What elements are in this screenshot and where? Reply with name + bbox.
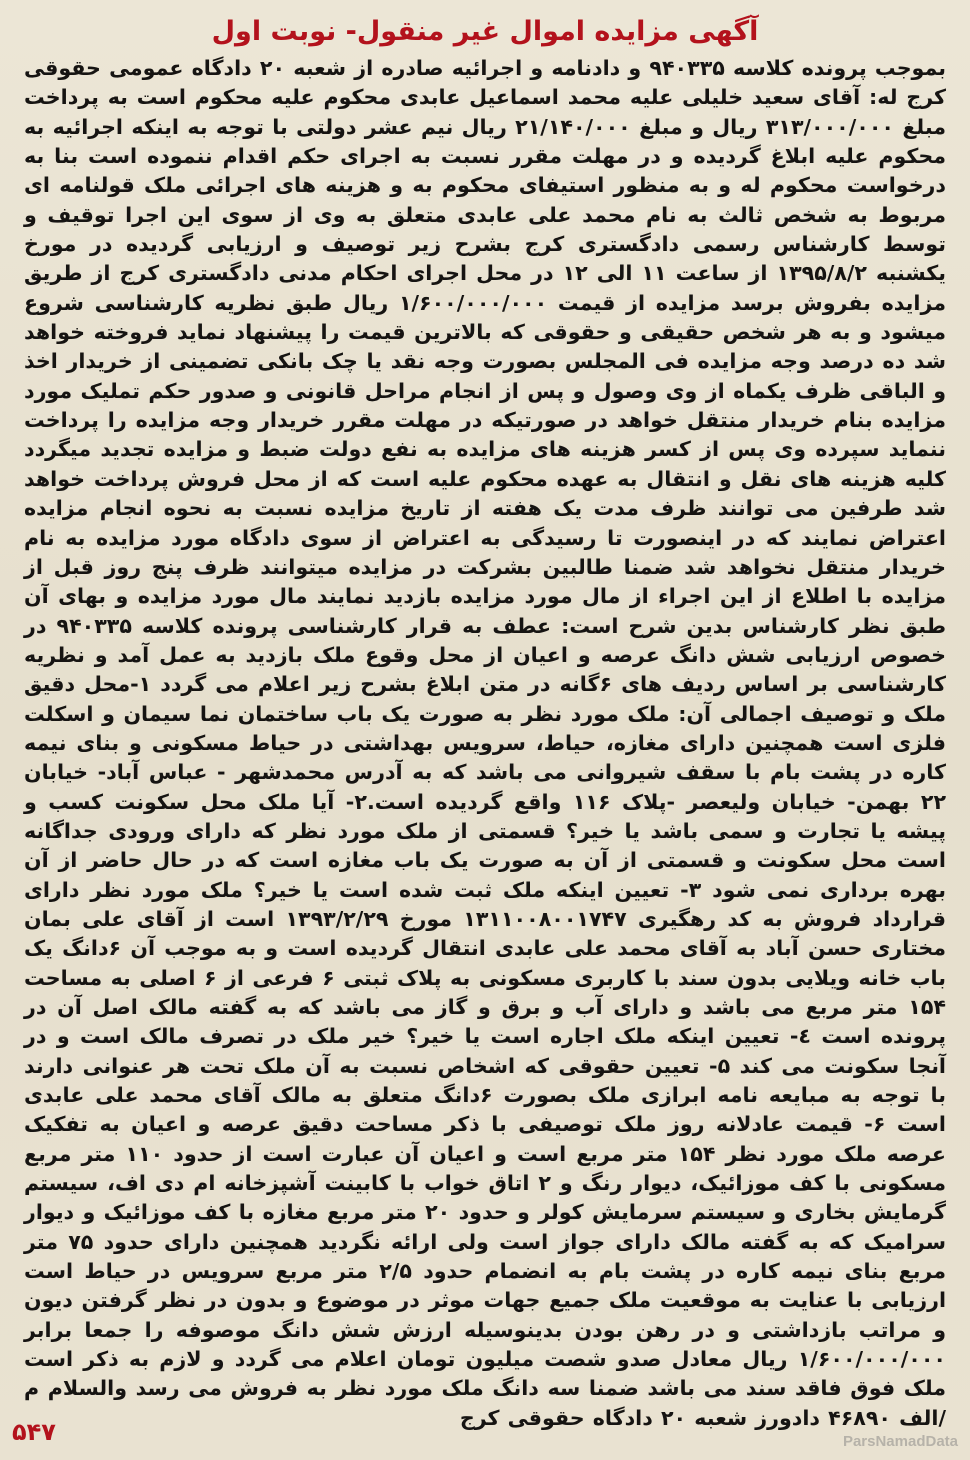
notice-body: بموجب پرونده کلاسه ۹۴۰۳۳۵ و دادنامه و اجرائیه صادره از شعبه ۲۰ دادگاه عمومی حقوقی کرج له: آقای سعید خلیلی علیه محمد اسماعیل عابدی محکوم علیه محکوم است به پرداخت مبلغ ۳۱۳/۰۰۰/۰۰۰ ریال و مبلغ ۲۱/۱۴۰/۰۰۰ ریال نیم عشر دولتی با توجه به اینکه اجرائیه به محکوم علیه ابلاغ گردیده و در مهلت مقرر نسبت به اجرای حکم اقدام ننموده است بنا به درخواست محکوم له و به منظور استیفای محکوم به و هزینه های اجرائی ملک قولنامه ای مربوط به شخص ثالث به نام محمد علی عابدی متعلق به وی از سوی این اجرا توقیف و توسط کارشناس رسمی دادگستری کرج بشرح زیر توصیف و ارزیابی گردیده در مورخ یکشنبه ۱۳۹۵/۸/۲ از ساعت ۱۱ الی ۱۲ در محل اجرای احکام مدنی دادگستری کرج از طریق مزایده بفروش برسد مزایده از قیمت ۱/۶۰۰/۰۰۰/۰۰۰ ریال طبق نظریه کارشناسی شروع میشود و به هر شخص حقیقی و حقوقی که بالاترین قیمت را پیشنهاد نماید فروخته خواهد شد ده درصد وجه مزایده فی المجلس بصورت وجه نقد یا چک بانکی تضمینی از خریدار اخذ و الباقی ظرف یکماه از وی وصول و پس از انجام مراحل قانونی و صدور حکم تملیک مورد مزایده بنام خریدار منتقل خواهد در صورتیکه در مهلت مقرر خریدار وجه مزایده را پرداخت ننماید سپرده وی پس از کسر هزینه های مزایده به نفع دولت ضبط و مزایده تجدید میگردد کلیه هزینه های نقل و انتقال به عهده محکوم علیه است که از محل فروش پرداخت خواهد شد طرفین می توانند ظرف مدت یک هفته از تاریخ مزایده نسبت به نحوه انجام مزایده اعتراض نمایند که در اینصورت تا رسیدگی به اعتراض از سوی دادگاه مورد مزایده به نام خریدار منتقل نخواهد شد ضمنا طالبین بشرکت در مزایده میتوانند ظرف پنج روز قبل از مزایده با اطلاع از این اجراء از مال مورد مزایده بازدید نمایند مال مورد مزایده و بهای آن طبق نظر کارشناس بدین شرح است: عطف به قرار کارشناسی پرونده کلاسه ۹۴۰۳۳۵ در خصوص ارزیابی شش دانگ عرصه و اعیان از محل وقوع ملک بازدید به عمل آمد و نظریه کارشناسی بر اساس ردیف های ۶گانه در متن ابلاغ بشرح زیر اعلام می گردد ۱-محل دقیق ملک و توصیف اجمالی آن: ملک مورد نظر به صورت یک باب ساختمان نما سیمان و اسکلت فلزی است همچنین دارای مغازه، حیاط، سرویس بهداشتی در حیاط مسکونی و بنای نیمه کاره در پشت بام با سقف شیروانی می باشد که به آدرس محمدشهر - عباس آباد- خیابان ۲۲ بهمن- خیابان ولیعصر -پلاک ۱۱۶ واقع گردیده است.۲- آیا ملک محل سکونت کسب و پیشه یا تجارت و سمی باشد یا خیر؟ قسمتی از ملک مورد نظر که دارای ورودی جداگانه است محل سکونت و قسمتی از آن به صورت یک باب مغازه است که در حال حاضر از آن بهره برداری نمی شود ۳- تعیین اینکه ملک ثبت شده است یا خیر؟ ملک مورد نظر دارای قرارداد فروش به کد رهگیری ۱۳۱۱۰۰۸۰۰۱۷۴۷ مورخ ۱۳۹۳/۲/۲۹ است از آقای علی بمان مختاری حسن آباد به آقای محمد علی عابدی انتقال گردیده است و به موجب آن ۶دانگ یک باب خانه ویلایی بدون سند با کاربری مسکونی به پلاک ثبتی ۶ فرعی از ۶ اصلی به مساحت ۱۵۴ متر مربع می باشد و دارای آب و برق و گاز می باشد که به گفته مالک اصل آن در پرونده است ٤- تعیین اینکه ملک اجاره است یا خیر؟ خیر ملک در تصرف مالک است و در آنجا سکونت می کند ۵- تعیین حقوقی که اشخاص نسبت به آن ملک تحت هر عنوانی دارند با توجه به مبایعه نامه ابرازی ملک بصورت ۶دانگ متعلق به مالک آقای محمد علی عابدی است ۶- قیمت عادلانه روز ملک توصیفی با ذکر مساحت دقیق عرصه و اعیان به تفکیک عرصه ملک مورد نظر ۱۵۴ متر مربع است و اعیان آن عبارت است از حدود ۱۱۰ متر مربع مسکونی با کف موزائیک، دیوار رنگ و ۲ اتاق خواب با کابینت آشپزخانه ام دی اف، سیستم گرمایش بخاری و سیستم سرمایش کولر و حدود ۲۰ متر مربع مغازه با کف موزائیک و دیوار سرامیک که به گفته مالک دارای جواز است ولی ارائه نگردید همچنین دارای حدود ۷۵ متر مربع بنای نیمه کاره در پشت بام به انضمام حدود ۲/۵ متر مربع سرویس در حیاط است ارزیابی با عنایت به موقعیت ملک جمیع جهات موثر در موضوع و بدون در نظر گرفتن دیون و مراتب بازداشتی و در رهن بودن بدینوسیله ارزش شش دانگ موصوفه را جمعا برابر ۱/۶۰۰/۰۰۰/۰۰۰ ریال معادل صدو شصت میلیون تومان اعلام می گردد و لازم به ذکر است ملک فوق فاقد سند می باشد ضمنا سه دانگ ملک مورد نظر به فروش می رسد والسلام م /الف ۴۶۸۹۰ دادورز شعبه ۲۰ دادگاه حقوقی کرج <box>24 56 947 1430</box>
notice-title: آگهی مزایده اموال غیر منقول- نوبت اول <box>211 16 759 47</box>
footer <box>12 1418 56 1446</box>
watermark-text: ParsNamadData <box>842 1433 958 1450</box>
page-number: ۵۴۷ <box>12 1418 56 1446</box>
